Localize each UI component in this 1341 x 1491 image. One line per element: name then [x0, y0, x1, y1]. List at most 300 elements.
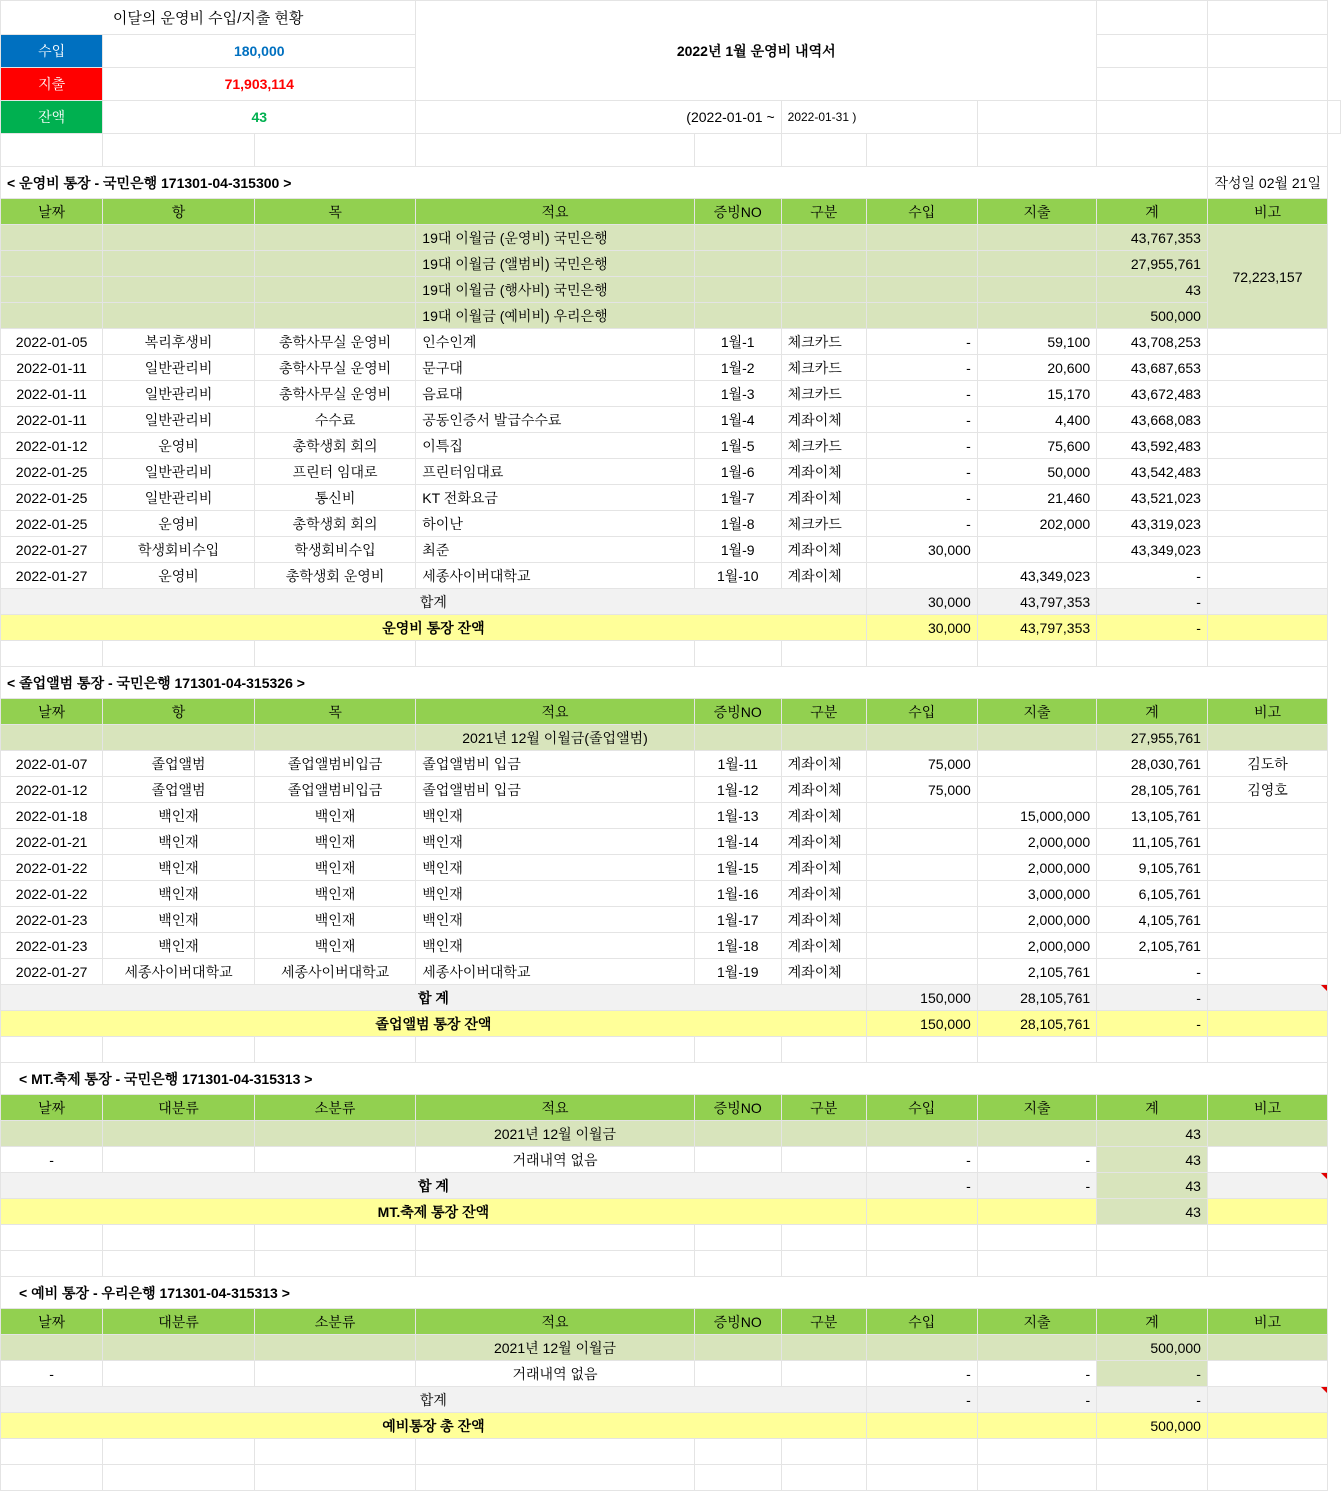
row-sub: 총학생회 회의: [254, 511, 415, 537]
row-note: [1207, 829, 1327, 855]
period-end: 2022-01-31 ): [781, 101, 977, 134]
row-note: [1207, 803, 1327, 829]
opening-desc: 19대 이월금 (행사비) 국민은행: [416, 277, 695, 303]
blank-cell: [254, 1251, 415, 1277]
row-total: -: [1097, 959, 1208, 985]
balance-total: -: [1097, 1011, 1208, 1037]
column-header: 구분: [781, 699, 866, 725]
opening-cell: [694, 225, 781, 251]
sum-note: [1207, 985, 1327, 1011]
row-date: 2022-01-21: [1, 829, 103, 855]
row-expense: 4,400: [977, 407, 1096, 433]
blank-cell: [1, 1465, 103, 1491]
column-header: 계: [1097, 1095, 1208, 1121]
income-value: 180,000: [103, 35, 416, 68]
opening-cell: [694, 251, 781, 277]
blank-cell: [416, 1251, 695, 1277]
opening-desc: 2021년 12월 이월금: [416, 1335, 695, 1361]
row-desc: 백인재: [416, 803, 695, 829]
expense-value: 71,903,114: [103, 68, 416, 101]
row-sub: 총학사무실 운영비: [254, 329, 415, 355]
row-item: 백인재: [103, 803, 255, 829]
row-note: [1207, 355, 1327, 381]
row-item: [103, 1361, 255, 1387]
sum-label: 합 계: [1, 985, 867, 1011]
row-no: 1월-3: [694, 381, 781, 407]
row-income: [866, 803, 977, 829]
row-no: 1월-6: [694, 459, 781, 485]
blank-cell: [416, 1439, 695, 1465]
blank-cell: [1097, 1439, 1208, 1465]
column-header: 날짜: [1, 699, 103, 725]
income-label: 수입: [1, 35, 103, 68]
row-expense: [977, 537, 1096, 563]
blank-cell: [866, 641, 977, 667]
column-header: 소분류: [254, 1309, 415, 1335]
column-header: 지출: [977, 1309, 1096, 1335]
balance-income: [866, 1413, 977, 1439]
column-header: 대분류: [103, 1095, 255, 1121]
row-type: 계좌이체: [781, 907, 866, 933]
row-expense: [977, 777, 1096, 803]
row-sub: 학생회비수입: [254, 537, 415, 563]
blank-cell: [694, 1251, 781, 1277]
row-total: 43,521,023: [1097, 485, 1208, 511]
row-sub: 프린터 임대로: [254, 459, 415, 485]
opening-total: 500,000: [1097, 303, 1208, 329]
balance-income: [866, 1199, 977, 1225]
row-total: 43,687,653: [1097, 355, 1208, 381]
row-desc: 거래내역 없음: [416, 1361, 695, 1387]
row-desc: 하이난: [416, 511, 695, 537]
section-title: < MT.축제 통장 - 국민은행 171301-04-315313 >: [1, 1063, 1328, 1095]
row-type: 체크카드: [781, 433, 866, 459]
row-no: 1월-7: [694, 485, 781, 511]
balance-expense: [977, 1199, 1096, 1225]
column-header: 날짜: [1, 199, 103, 225]
sum-expense: -: [977, 1387, 1096, 1413]
row-item: 백인재: [103, 855, 255, 881]
row-no: 1월-9: [694, 537, 781, 563]
opening-cell: [781, 225, 866, 251]
row-income: [866, 881, 977, 907]
blank-cell: [416, 1037, 695, 1063]
row-type: 계좌이체: [781, 855, 866, 881]
opening-cell: [866, 225, 977, 251]
sum-income: -: [866, 1387, 977, 1413]
opening-cell: [694, 1335, 781, 1361]
row-expense: 202,000: [977, 511, 1096, 537]
row-type: 계좌이체: [781, 751, 866, 777]
row-sub: 백인재: [254, 933, 415, 959]
row-date: 2022-01-27: [1, 563, 103, 589]
row-note: [1207, 537, 1327, 563]
row-expense: 59,100: [977, 329, 1096, 355]
column-header: 항: [103, 199, 255, 225]
opening-cell: [694, 1121, 781, 1147]
column-header: 증빙NO: [694, 1309, 781, 1335]
row-date: 2022-01-22: [1, 855, 103, 881]
row-desc: 백인재: [416, 855, 695, 881]
row-date: 2022-01-22: [1, 881, 103, 907]
row-note: [1207, 433, 1327, 459]
opening-cell: [1, 725, 103, 751]
column-header: 수입: [866, 1309, 977, 1335]
opening-cell: [781, 251, 866, 277]
row-no: 1월-18: [694, 933, 781, 959]
blank-cell: [103, 641, 255, 667]
row-item: 일반관리비: [103, 381, 255, 407]
opening-total: 27,955,761: [1097, 725, 1208, 751]
row-income: [866, 563, 977, 589]
blank-cell: [1207, 1251, 1327, 1277]
row-date: 2022-01-27: [1, 537, 103, 563]
opening-cell: [866, 1121, 977, 1147]
section-title: < 예비 통장 - 우리은행 171301-04-315313 >: [1, 1277, 1328, 1309]
opening-cell: [254, 303, 415, 329]
blank-cell: [254, 1225, 415, 1251]
row-item: 세종사이버대학교: [103, 959, 255, 985]
opening-total: 500,000: [1097, 1335, 1208, 1361]
page-title: 2022년 1월 운영비 내역서: [416, 1, 1097, 101]
column-header: 증빙NO: [694, 699, 781, 725]
row-desc: 음료대: [416, 381, 695, 407]
balance-expense: [977, 1413, 1096, 1439]
column-header: 대분류: [103, 1309, 255, 1335]
row-total: 43,542,483: [1097, 459, 1208, 485]
row-income: -: [866, 1361, 977, 1387]
expense-label: 지출: [1, 68, 103, 101]
opening-cell: [1, 1335, 103, 1361]
row-type: 체크카드: [781, 381, 866, 407]
row-total: 4,105,761: [1097, 907, 1208, 933]
balance-label: 예비통장 총 잔액: [1, 1413, 867, 1439]
blank-cell: [1207, 1037, 1327, 1063]
blank-cell: [254, 1037, 415, 1063]
blank-cell: [254, 641, 415, 667]
row-income: -: [866, 329, 977, 355]
period-start: (2022-01-01 ~: [416, 101, 781, 134]
row-total: 11,105,761: [1097, 829, 1208, 855]
row-item: 운영비: [103, 563, 255, 589]
column-header: 계: [1097, 1309, 1208, 1335]
opening-cell: [866, 303, 977, 329]
row-type: [781, 1361, 866, 1387]
opening-total: 43: [1097, 277, 1208, 303]
row-total: 43: [1097, 1147, 1208, 1173]
column-header: 비고: [1207, 699, 1327, 725]
balance-label: MT.축제 통장 잔액: [1, 1199, 867, 1225]
row-date: 2022-01-25: [1, 511, 103, 537]
row-note: [1207, 1147, 1327, 1173]
opening-desc: 19대 이월금 (예비비) 우리은행: [416, 303, 695, 329]
row-type: 체크카드: [781, 511, 866, 537]
blank-cell: [781, 1225, 866, 1251]
column-header: 날짜: [1, 1095, 103, 1121]
row-income: [866, 907, 977, 933]
row-sub: 백인재: [254, 829, 415, 855]
row-total: 9,105,761: [1097, 855, 1208, 881]
row-no: 1월-2: [694, 355, 781, 381]
row-income: 30,000: [866, 537, 977, 563]
row-note: [1207, 959, 1327, 985]
sum-expense: 28,105,761: [977, 985, 1096, 1011]
column-header: 계: [1097, 699, 1208, 725]
opening-cell: [254, 725, 415, 751]
blank-cell: [977, 1439, 1096, 1465]
sum-income: -: [866, 1173, 977, 1199]
opening-cell: [781, 725, 866, 751]
row-date: 2022-01-27: [1, 959, 103, 985]
row-total: 43,708,253: [1097, 329, 1208, 355]
row-date: 2022-01-07: [1, 751, 103, 777]
row-total: 43,592,483: [1097, 433, 1208, 459]
blank-cell: [1, 1225, 103, 1251]
row-income: [866, 959, 977, 985]
row-expense: [977, 751, 1096, 777]
blank-cell: [1207, 1225, 1327, 1251]
blank-cell: [1, 641, 103, 667]
row-type: 계좌이체: [781, 485, 866, 511]
row-income: 75,000: [866, 777, 977, 803]
sum-income: 150,000: [866, 985, 977, 1011]
row-total: -: [1097, 563, 1208, 589]
row-item: 백인재: [103, 829, 255, 855]
column-header: 항: [103, 699, 255, 725]
row-type: 계좌이체: [781, 563, 866, 589]
row-no: 1월-12: [694, 777, 781, 803]
row-no: 1월-14: [694, 829, 781, 855]
blank-cell: [1, 1251, 103, 1277]
opening-cell: [254, 225, 415, 251]
row-desc: 백인재: [416, 907, 695, 933]
row-item: 일반관리비: [103, 485, 255, 511]
sum-total: -: [1097, 985, 1208, 1011]
row-date: 2022-01-23: [1, 933, 103, 959]
row-expense: 2,000,000: [977, 829, 1096, 855]
blank-cell: [103, 1225, 255, 1251]
row-income: -: [866, 407, 977, 433]
row-sub: 백인재: [254, 907, 415, 933]
row-desc: 백인재: [416, 829, 695, 855]
row-date: 2022-01-11: [1, 381, 103, 407]
row-sub: 세종사이버대학교: [254, 959, 415, 985]
row-note: [1207, 907, 1327, 933]
row-desc: 세종사이버대학교: [416, 563, 695, 589]
balance-income: 150,000: [866, 1011, 977, 1037]
blank-cell: [1207, 1439, 1327, 1465]
row-sub: 총학생회 회의: [254, 433, 415, 459]
row-expense: 3,000,000: [977, 881, 1096, 907]
row-item: 운영비: [103, 511, 255, 537]
blank-cell: [103, 1465, 255, 1491]
row-expense: 2,105,761: [977, 959, 1096, 985]
row-type: 계좌이체: [781, 537, 866, 563]
row-no: 1월-11: [694, 751, 781, 777]
row-desc: 백인재: [416, 933, 695, 959]
opening-cell: [694, 303, 781, 329]
row-expense: 2,000,000: [977, 933, 1096, 959]
blank-cell: [694, 1465, 781, 1491]
row-desc: 최준: [416, 537, 695, 563]
row-sub: 총학사무실 운영비: [254, 355, 415, 381]
row-income: [866, 829, 977, 855]
balance-note: [1207, 1413, 1327, 1439]
row-total: 28,105,761: [1097, 777, 1208, 803]
row-item: [103, 1147, 255, 1173]
row-sub: [254, 1361, 415, 1387]
row-note: [1207, 485, 1327, 511]
column-header: 비고: [1207, 199, 1327, 225]
column-header: 비고: [1207, 1095, 1327, 1121]
balance-value: 43: [103, 101, 416, 134]
row-income: [866, 933, 977, 959]
row-item: 학생회비수입: [103, 537, 255, 563]
opening-total: 43,767,353: [1097, 225, 1208, 251]
row-item: 졸업앨범: [103, 777, 255, 803]
row-note: [1207, 329, 1327, 355]
opening-cell: [1, 225, 103, 251]
balance-expense: 28,105,761: [977, 1011, 1096, 1037]
sum-label: 합계: [1, 589, 867, 615]
column-header: 수입: [866, 199, 977, 225]
row-item: 백인재: [103, 907, 255, 933]
row-income: [866, 855, 977, 881]
row-type: 계좌이체: [781, 881, 866, 907]
opening-cell: [781, 277, 866, 303]
opening-cell: [103, 251, 255, 277]
row-note: [1207, 881, 1327, 907]
opening-cell: [1, 303, 103, 329]
section-title: < 운영비 통장 - 국민은행 171301-04-315300 >: [1, 167, 1208, 199]
row-no: 1월-8: [694, 511, 781, 537]
row-total: 43,672,483: [1097, 381, 1208, 407]
blank-cell: [866, 1251, 977, 1277]
row-desc: 프린터임대료: [416, 459, 695, 485]
column-header: 날짜: [1, 1309, 103, 1335]
row-total: 43,319,023: [1097, 511, 1208, 537]
row-sub: 백인재: [254, 881, 415, 907]
row-sub: [254, 1147, 415, 1173]
row-desc: 인수인계: [416, 329, 695, 355]
balance-total: 500,000: [1097, 1413, 1208, 1439]
column-header: 소분류: [254, 1095, 415, 1121]
balance-note: [1207, 1199, 1327, 1225]
column-header: 구분: [781, 199, 866, 225]
opening-cell: [1, 1121, 103, 1147]
row-total: 28,030,761: [1097, 751, 1208, 777]
row-sub: 통신비: [254, 485, 415, 511]
row-sub: 백인재: [254, 855, 415, 881]
blank-cell: [416, 641, 695, 667]
blank-cell: [1097, 1225, 1208, 1251]
row-sub: 수수료: [254, 407, 415, 433]
blank-cell: [1207, 641, 1327, 667]
row-no: 1월-19: [694, 959, 781, 985]
blank-cell: [1, 1037, 103, 1063]
opening-cell: [1, 251, 103, 277]
column-header: 목: [254, 699, 415, 725]
row-item: 일반관리비: [103, 459, 255, 485]
balance-income: 30,000: [866, 615, 977, 641]
sum-note: [1207, 589, 1327, 615]
balance-label: 잔액: [1, 101, 103, 134]
row-total: 13,105,761: [1097, 803, 1208, 829]
row-no: [694, 1361, 781, 1387]
blank-cell: [694, 641, 781, 667]
section-title: < 졸업앨범 통장 - 국민은행 171301-04-315326 >: [1, 667, 1328, 699]
opening-cell: [866, 1335, 977, 1361]
blank-cell: [781, 1251, 866, 1277]
row-type: 체크카드: [781, 329, 866, 355]
blank-cell: [1097, 1037, 1208, 1063]
row-total: 2,105,761: [1097, 933, 1208, 959]
row-expense: 75,600: [977, 433, 1096, 459]
row-date: -: [1, 1147, 103, 1173]
sum-expense: -: [977, 1173, 1096, 1199]
opening-note: 72,223,157: [1207, 225, 1327, 329]
balance-expense: 43,797,353: [977, 615, 1096, 641]
row-item: 일반관리비: [103, 355, 255, 381]
row-no: 1월-4: [694, 407, 781, 433]
column-header: 구분: [781, 1309, 866, 1335]
row-desc: 세종사이버대학교: [416, 959, 695, 985]
row-income: -: [866, 1147, 977, 1173]
opening-cell: [103, 225, 255, 251]
row-no: 1월-16: [694, 881, 781, 907]
row-expense: 2,000,000: [977, 907, 1096, 933]
sum-note: [1207, 1387, 1327, 1413]
row-type: 계좌이체: [781, 803, 866, 829]
row-expense: 50,000: [977, 459, 1096, 485]
opening-cell: [694, 725, 781, 751]
blank-cell: [1097, 1251, 1208, 1277]
row-income: -: [866, 355, 977, 381]
row-item: 백인재: [103, 881, 255, 907]
opening-cell: [103, 1121, 255, 1147]
blank-cell: [866, 1037, 977, 1063]
blank-cell: [866, 1225, 977, 1251]
opening-cell: [254, 1335, 415, 1361]
row-type: 계좌이체: [781, 933, 866, 959]
opening-desc: 19대 이월금 (운영비) 국민은행: [416, 225, 695, 251]
row-expense: 2,000,000: [977, 855, 1096, 881]
row-type: 체크카드: [781, 355, 866, 381]
row-total: 43,668,083: [1097, 407, 1208, 433]
row-date: 2022-01-11: [1, 407, 103, 433]
blank-cell: [977, 1465, 1096, 1491]
row-no: 1월-15: [694, 855, 781, 881]
row-sub: 백인재: [254, 803, 415, 829]
blank-cell: [1207, 1465, 1327, 1491]
row-no: 1월-5: [694, 433, 781, 459]
row-no: 1월-10: [694, 563, 781, 589]
sum-total: 43: [1097, 1173, 1208, 1199]
row-income: 75,000: [866, 751, 977, 777]
opening-desc: 2021년 12월 이월금: [416, 1121, 695, 1147]
opening-cell: [977, 251, 1096, 277]
row-type: 계좌이체: [781, 459, 866, 485]
column-header: 수입: [866, 699, 977, 725]
blank-cell: [254, 1439, 415, 1465]
balance-total: 43: [1097, 1199, 1208, 1225]
row-note: [1207, 381, 1327, 407]
row-note: [1207, 407, 1327, 433]
row-type: [781, 1147, 866, 1173]
row-type: 계좌이체: [781, 407, 866, 433]
row-date: 2022-01-25: [1, 485, 103, 511]
blank-cell: [1097, 1465, 1208, 1491]
